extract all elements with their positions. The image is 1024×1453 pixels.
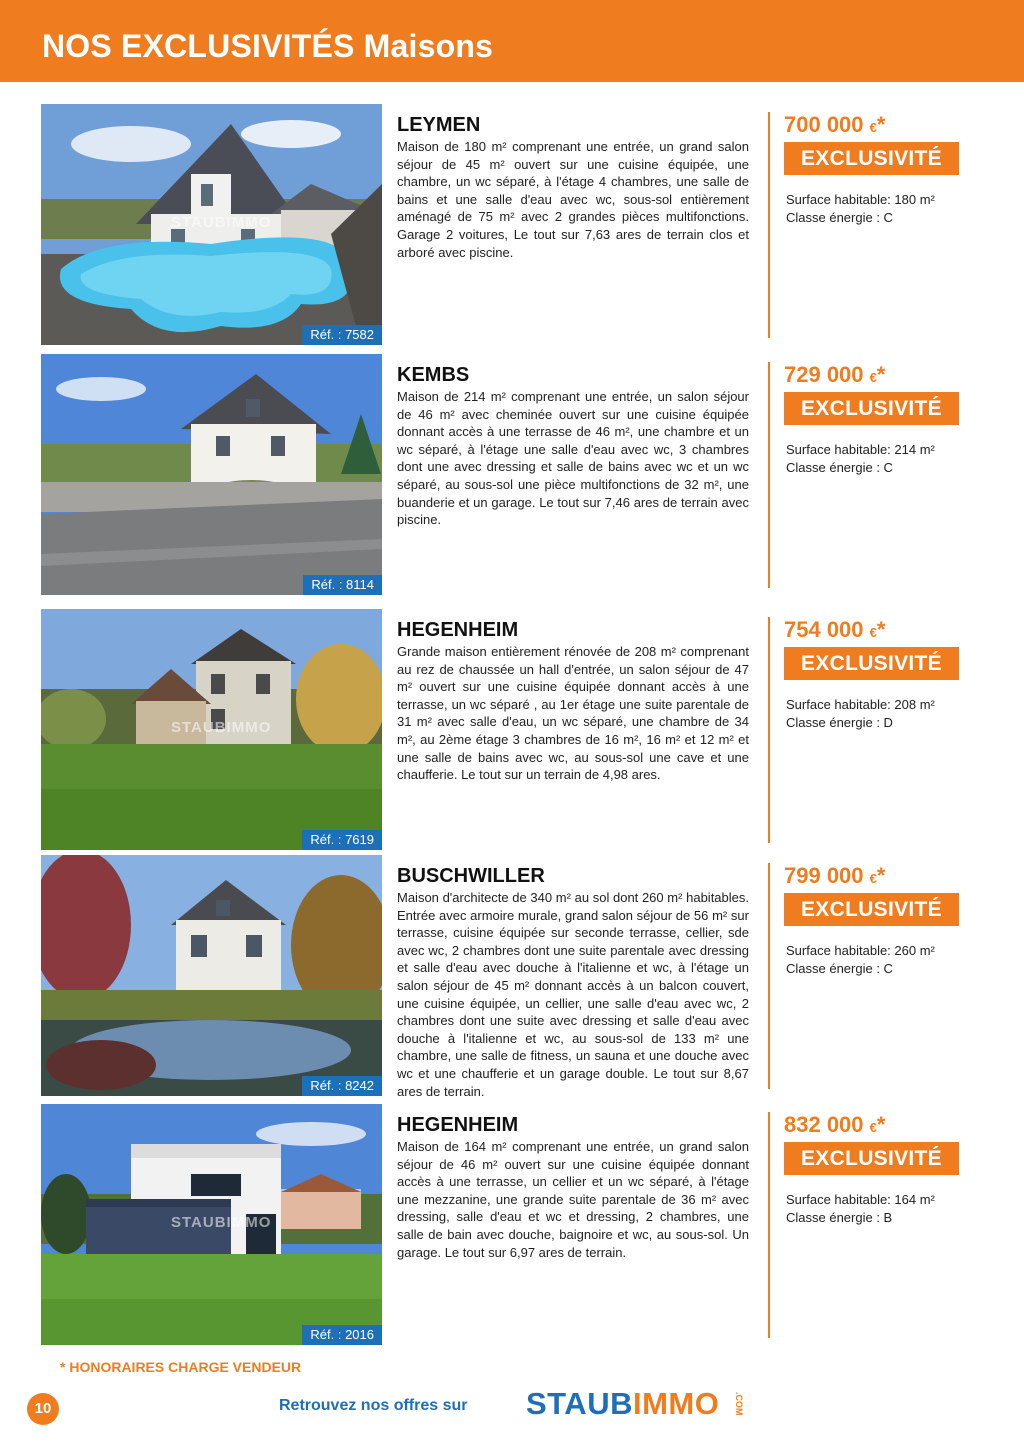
listing-price — [784, 1112, 885, 1138]
exclusivity-badge: EXCLUSIVITÉ — [784, 893, 959, 926]
property-photo[interactable] — [41, 354, 382, 595]
property-photo[interactable] — [41, 609, 382, 850]
energy-class: Classe énergie : C — [786, 460, 893, 475]
living-surface: Surface habitable: 180 m² — [786, 192, 935, 207]
listing-price — [784, 362, 885, 388]
reference-badge: Réf. : 8114 — [303, 575, 382, 595]
listing-card — [0, 1104, 1024, 1346]
listing-description: Maison de 180 m² comprenant une entrée, un grand salon séjour de 45 m² ouvert sur une cuisine équipée, une chambre, un wc séparé, à l'étage 4 chambres, une salle de bains et une salle d'eau avec wc, sous-sol entièrement aménagé de 75 m² avec 2 grandes pièces multifonctions. Garage 2 voitures, Le tout sur 7,63 ares de terrain clos et arboré avec piscine. — [397, 139, 749, 260]
house-pond-image — [41, 855, 382, 1096]
price-currency: € — [869, 1120, 877, 1135]
page-header — [0, 0, 1024, 82]
divider-line — [768, 617, 770, 843]
price-asterisk: * — [876, 112, 886, 137]
living-surface: Surface habitable: 260 m² — [786, 943, 935, 958]
price-value: 799 000 — [784, 863, 864, 888]
reference-badge: Réf. : 7582 — [302, 325, 382, 345]
house-street-image — [41, 354, 382, 595]
listing-city: HEGENHEIM — [397, 619, 519, 641]
listing-price — [784, 863, 885, 889]
property-photo[interactable] — [41, 1104, 382, 1345]
price-asterisk: * — [876, 863, 886, 888]
energy-class: Classe énergie : D — [786, 715, 893, 730]
price-asterisk: * — [876, 362, 886, 387]
listing-city: BUSCHWILLER — [397, 865, 545, 887]
logo-part2: IMMO — [632, 1386, 720, 1421]
photo-watermark: STAUBIMMO — [171, 719, 272, 736]
reference-badge: Réf. : 7619 — [302, 830, 382, 850]
price-value: 754 000 — [784, 617, 864, 642]
divider-line — [768, 863, 770, 1089]
divider-line — [768, 112, 770, 338]
logo-suffix: .COM — [734, 1392, 744, 1416]
price-asterisk: * — [876, 1112, 886, 1137]
price-value: 700 000 — [784, 112, 864, 137]
price-value: 832 000 — [784, 1112, 864, 1137]
page-number: 10 — [27, 1393, 59, 1425]
price-currency: € — [869, 370, 877, 385]
price-currency: € — [869, 871, 877, 886]
exclusivity-badge: EXCLUSIVITÉ — [784, 142, 959, 175]
price-currency: € — [869, 120, 877, 135]
price-currency: € — [869, 625, 877, 640]
exclusivity-badge: EXCLUSIVITÉ — [784, 392, 959, 425]
divider-line — [768, 1112, 770, 1338]
price-asterisk: * — [876, 617, 886, 642]
staubimmo-logo[interactable] — [526, 1386, 719, 1426]
listing-card — [0, 354, 1024, 596]
fees-note: * HONORAIRES CHARGE VENDEUR — [60, 1359, 302, 1375]
energy-class: Classe énergie : B — [786, 1210, 893, 1225]
listing-city: KEMBS — [397, 364, 470, 386]
photo-watermark: STAUBIMMO — [171, 1214, 272, 1231]
logo-part1: STAUB — [526, 1386, 633, 1421]
exclusivity-badge: EXCLUSIVITÉ — [784, 1142, 959, 1175]
page-title: NOS EXCLUSIVITÉS Maisons — [42, 28, 494, 64]
reference-badge: Réf. : 8242 — [302, 1076, 382, 1096]
divider-line — [768, 362, 770, 588]
listing-description: Maison d'architecte de 340 m² au sol dont 260 m² habitables. Entrée avec armoire murale, grand salon séjour de 56 m² sur terrasse, cuisine équipée sur seconde terrasse, cellier, sde avec wc, 2 chambres dont une suite parentale avec dressing et salle d'eau avec douche à l'italienne et wc, à l'étage un salon séjour de 45 m² donnant accès à un balcon couvert, une cuisine équipée, un cellier, une salle d'eau avec wc, 2 chambres dont une suite avec dressing et salle d'eau avec douche à l'italienne et wc, au sous-sol de 133 m² une chambre, une salle de fitness, un sauna et une douche avec wc et une chaufferie et un garage double. Le tout sur 8,67 ares de terrain. — [397, 890, 749, 1099]
price-value: 729 000 — [784, 362, 864, 387]
living-surface: Surface habitable: 208 m² — [786, 697, 935, 712]
energy-class: Classe énergie : C — [786, 961, 893, 976]
photo-watermark: STAUBIMMO — [171, 214, 272, 231]
listing-card — [0, 855, 1024, 1097]
listing-card — [0, 104, 1024, 346]
listing-price — [784, 112, 885, 138]
property-photo[interactable] — [41, 855, 382, 1096]
energy-class: Classe énergie : C — [786, 210, 893, 225]
listing-description: Maison de 214 m² comprenant une entrée, un salon séjour de 46 m² avec cheminée ouvert sur une cuisine équipée donnant accès à une terrasse de 46 m², une chambre et un wc séparé, à l'étage une salle d'eau avec wc, 3 chambres dont une avec dressing et salle de bains avec wc et un wc séparé, au sous-sol une pièce multifonctions de 32 m², une buanderie et un garage. Le tout sur 7,46 ares de terrain avec piscine. — [397, 389, 749, 528]
listing-card — [0, 609, 1024, 851]
listing-city: LEYMEN — [397, 114, 481, 136]
living-surface: Surface habitable: 164 m² — [786, 1192, 935, 1207]
offers-text: Retrouvez nos offres sur — [279, 1397, 468, 1414]
listing-description: Grande maison entièrement rénovée de 208 m² comprenant au rez de chaussée un hall d'entrée, un salon séjour de 47 m² ouvert sur une cuisine équipée donnant accès à une terrasse, un wc séparé , au 1er étage une suite parentale de 31 m² avec salle d'eau, un wc séparé, une chambre de 34 m², au 2ème étage 3 chambres de 16 m², 16 m² et 12 m² et une salle de bains avec wc, au sous-sol une cave et une chaufferie. Le tout sur un terrain de 4,98 ares. — [397, 644, 749, 783]
living-surface: Surface habitable: 214 m² — [786, 442, 935, 457]
reference-badge: Réf. : 2016 — [302, 1325, 382, 1345]
property-photo[interactable] — [41, 104, 382, 345]
listing-price — [784, 617, 885, 643]
listing-description: Maison de 164 m² comprenant une entrée, un grand salon séjour de 46 m² ouvert sur une cuisine équipée donnant accès à une terrasse, un cellier et un wc séparé, à l'étage une mezzanine, une grande suite parentale de 36 m² avec dressing, salle d'eau et wc et dressing, 2 chambres, une salle de bain avec douche, baignoire et wc, au sous-sol. Un garage. Le tout sur 6,97 ares de terrain. — [397, 1139, 749, 1260]
exclusivity-badge: EXCLUSIVITÉ — [784, 647, 959, 680]
listing-city: HEGENHEIM — [397, 1114, 519, 1136]
